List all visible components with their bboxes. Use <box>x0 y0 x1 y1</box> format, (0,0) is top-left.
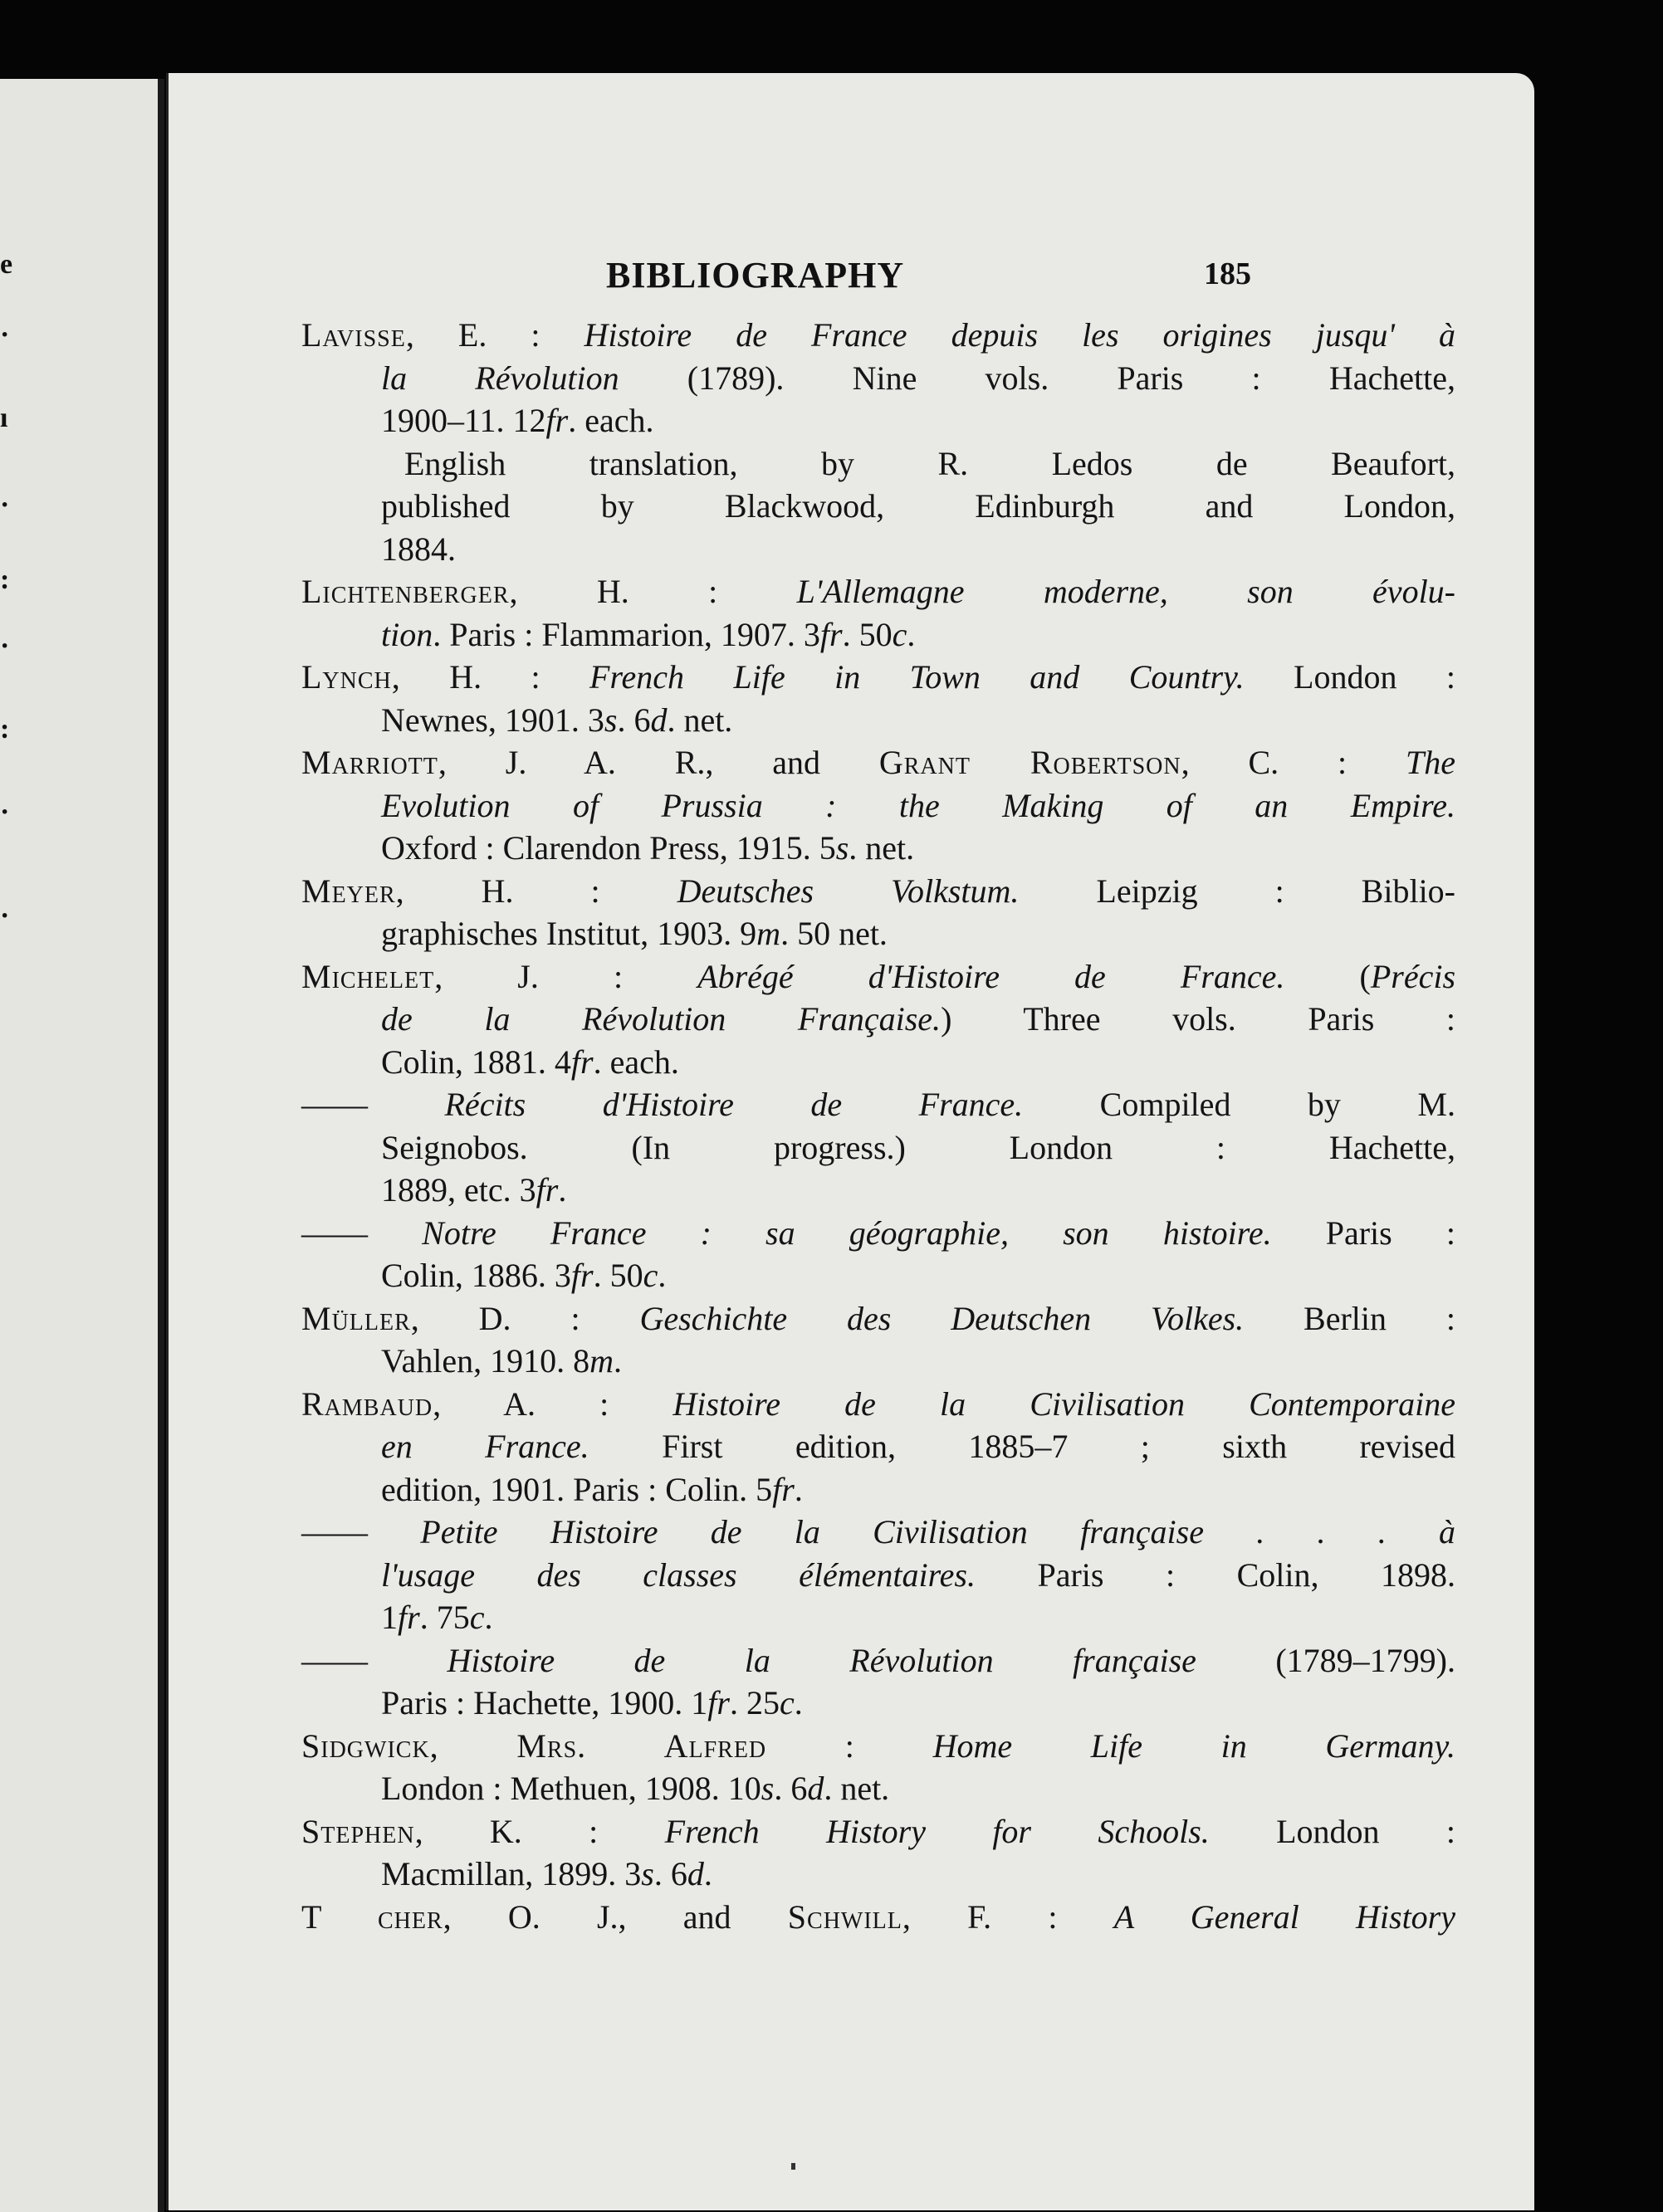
italic-title-text: de la Révolution Française. <box>381 1000 942 1038</box>
italic-title-text: Histoire de la Civilisation Contemporaine <box>673 1384 1455 1423</box>
italic-title-text: s <box>604 701 618 739</box>
italic-title-text: Deutsches Volkstum. <box>677 872 1020 910</box>
bibliography-line <box>301 442 1455 486</box>
citation-text: , O. J., and <box>443 1897 788 1936</box>
bibliography-line <box>301 357 1455 400</box>
italic-title-text: en France. <box>381 1428 589 1465</box>
citation-text: , H. : <box>509 573 797 610</box>
line-text <box>301 1813 1455 1850</box>
line-text <box>301 1898 1455 1936</box>
bibliography-line <box>301 1254 1455 1297</box>
citation-text: ( <box>1284 957 1371 995</box>
citation-text: , D. : <box>410 1299 640 1337</box>
author-name: Stephen <box>301 1812 415 1850</box>
italic-title-text: fr <box>570 1257 594 1294</box>
line-text <box>301 744 1455 781</box>
edge-fragment: · <box>0 797 10 828</box>
line-text <box>381 402 653 439</box>
italic-title-text: fr <box>819 615 843 653</box>
citation-text: Oxford : Clarendon Press, 1915. 5 <box>381 829 836 867</box>
citation-text: —— <box>301 1086 445 1123</box>
bibliography-line <box>301 1596 1455 1639</box>
citation-text: Vahlen, 1910. 8 <box>381 1342 590 1379</box>
line-text <box>381 829 914 867</box>
author-name: cher <box>377 1897 443 1936</box>
bibliography-line <box>301 1810 1455 1853</box>
citation-text: Colin, 1881. 4 <box>381 1043 571 1081</box>
line-text <box>381 1471 803 1508</box>
previous-page-edge <box>0 79 164 2212</box>
italic-title-text: c <box>779 1684 795 1721</box>
citation-text: London : <box>1244 658 1455 696</box>
citation-text: . <box>794 1470 803 1508</box>
line-text <box>301 872 1455 910</box>
bibliography-line <box>301 528 1455 571</box>
citation-text: —— <box>301 1213 423 1252</box>
citation-text: . <box>558 1171 567 1209</box>
italic-title-text: d <box>807 1770 824 1807</box>
italic-title-text: d <box>687 1855 704 1892</box>
citation-text: , H. : <box>391 658 590 696</box>
author-name: Sidgwick <box>301 1726 430 1765</box>
italic-title-text: French Life in Town and Country. <box>589 658 1245 696</box>
line-text <box>404 445 1455 482</box>
line-text <box>301 958 1455 995</box>
citation-text: , <box>429 1726 517 1765</box>
line-text <box>381 359 1455 397</box>
edge-fragment: : <box>0 564 10 595</box>
italic-title-text: c <box>469 1599 485 1636</box>
italic-title-text: Evolution of Prussia : the Making of an Empire. <box>381 786 1455 824</box>
citation-text: , C. : <box>1181 744 1406 781</box>
bibliography-line <box>301 1554 1455 1597</box>
citation-text: —— <box>301 1513 421 1550</box>
line-text <box>301 1727 1455 1765</box>
citation-text: published by Blackwood, Edinburgh and London, <box>381 487 1455 525</box>
line-text <box>301 1513 1455 1550</box>
citation-text: . each. <box>568 402 654 439</box>
citation-text: : <box>766 1726 933 1765</box>
citation-text: 1900–11. 12 <box>381 402 546 439</box>
line-text <box>381 1129 1455 1166</box>
italic-title-text: fr <box>545 402 569 439</box>
bibliography-line <box>301 784 1455 828</box>
bibliography-line <box>301 1725 1455 1768</box>
author-name: Lavisse <box>301 316 406 354</box>
citation-text: London : <box>1209 1812 1456 1850</box>
scan-speck <box>791 2163 795 2170</box>
line-text <box>381 530 456 568</box>
italic-title-text: Récits d'Histoire de France. <box>444 1086 1024 1123</box>
bibliography-line <box>301 1425 1455 1468</box>
citation-text: Berlin : <box>1244 1299 1456 1337</box>
italic-title-text: c <box>643 1257 658 1294</box>
bibliography-line <box>301 870 1455 913</box>
citation-text: Macmillan, 1899. 3 <box>381 1855 642 1892</box>
citation-text: , K. : <box>414 1812 665 1850</box>
bibliography-line <box>301 741 1455 784</box>
citation-text: Newnes, 1901. 3 <box>381 701 604 739</box>
line-text <box>301 316 1455 354</box>
italic-title-text: fr <box>772 1470 795 1508</box>
citation-text: 1889, etc. 3 <box>381 1171 536 1209</box>
author-name: Michelet <box>301 957 435 995</box>
citation-text: . <box>703 1855 712 1892</box>
author-name: Rambaud <box>301 1384 433 1423</box>
line-text <box>381 1000 1455 1038</box>
bibliography-line <box>301 613 1455 657</box>
bibliography-line <box>301 1767 1455 1810</box>
citation-text: Seignobos. (In progress.) London : Hachette, <box>381 1128 1455 1166</box>
bibliography-line <box>301 1297 1455 1340</box>
citation-text: —— <box>301 1641 448 1679</box>
author-name: Mrs. Alfred <box>516 1726 767 1765</box>
line-text <box>301 1086 1455 1123</box>
author-name: Meyer <box>301 872 396 910</box>
citation-text: Leipzig : Biblio- <box>1019 872 1456 910</box>
italic-title-text: A General History <box>1113 1897 1455 1936</box>
bibliography-line <box>301 1639 1455 1682</box>
citation-text: Colin, 1886. 3 <box>381 1257 571 1294</box>
citation-text: 1884. <box>381 530 456 568</box>
citation-text: edition, 1901. Paris : Colin. 5 <box>381 1470 773 1508</box>
citation-text: , E. : <box>405 316 584 354</box>
line-text <box>381 1257 666 1294</box>
author-name: Marriott <box>301 744 438 781</box>
citation-text: , J. : <box>434 957 698 995</box>
bibliography-line <box>301 1041 1455 1084</box>
citation-text: , J. A. R., and <box>438 744 879 781</box>
italic-title-text: fr <box>570 1043 594 1081</box>
citation-text: (1789). Nine vols. Paris : Hachette, <box>619 359 1455 397</box>
bibliography-line <box>301 1340 1455 1383</box>
citation-text: ) Three vols. Paris : <box>941 1000 1456 1038</box>
italic-title-text: fr <box>536 1171 559 1209</box>
italic-title-text: fr <box>707 1684 730 1721</box>
line-text <box>381 1855 712 1892</box>
citation-text: . 50 <box>593 1257 643 1294</box>
running-head <box>166 254 1534 312</box>
italic-title-text: s <box>641 1855 654 1892</box>
citation-text: Paris : Colin, 1898. <box>976 1555 1455 1594</box>
bibliography-line <box>301 998 1455 1041</box>
citation-text: . 50 net. <box>780 915 888 952</box>
bibliography-line <box>301 1126 1455 1169</box>
citation-text: . 25 <box>729 1684 780 1721</box>
citation-text: Compiled by M. <box>1023 1086 1455 1123</box>
citation-text: graphisches Institut, 1903. 9 <box>381 915 757 952</box>
running-title: BIBLIOGRAPHY <box>606 255 905 295</box>
italic-title-text: Geschichte des Deutschen Volkes. <box>639 1299 1245 1337</box>
bibliography-line <box>301 570 1455 613</box>
citation-text: 1 <box>381 1599 398 1636</box>
author-name: Grant Robertson <box>878 744 1181 781</box>
line-text <box>301 1214 1455 1252</box>
citation-text: . net. <box>849 829 915 867</box>
italic-title-text: la Révolution <box>381 359 619 397</box>
line-text <box>301 573 1455 610</box>
citation-text: . 75 <box>419 1599 470 1636</box>
author-name: Lichtenberger <box>301 573 510 610</box>
citation-text: English translation, by R. Ledos de Beaufort, <box>404 444 1455 482</box>
bibliography-line <box>301 1853 1455 1896</box>
line-text <box>381 1770 889 1807</box>
bibliography-line <box>301 656 1455 699</box>
bibliography-line <box>301 1169 1455 1212</box>
edge-fragment: · <box>0 320 10 350</box>
citation-text: . net. <box>667 701 733 739</box>
line-text <box>301 1385 1455 1423</box>
italic-title-text: Histoire de la Révolution française <box>447 1641 1196 1679</box>
italic-title-text: m <box>589 1342 614 1379</box>
line-text <box>381 1599 492 1636</box>
italic-title-text: m <box>756 915 781 952</box>
citation-text: Paris : Hachette, 1900. 1 <box>381 1684 708 1721</box>
bibliography-line <box>301 827 1455 870</box>
italic-title-text: s <box>761 1770 775 1807</box>
italic-title-text: fr <box>398 1599 420 1636</box>
line-text <box>381 1342 622 1379</box>
citation-text: , H. : <box>395 872 677 910</box>
author-name: Müller <box>301 1299 411 1337</box>
italic-title-text: c <box>892 615 907 653</box>
bibliography-line <box>301 1511 1455 1554</box>
italic-title-text: d <box>650 701 668 739</box>
citation-text: . net. <box>824 1770 890 1807</box>
citation-text: . 6 <box>617 701 651 739</box>
citation-text: First edition, 1885–7 ; sixth revised <box>589 1428 1455 1465</box>
edge-fragment: e <box>0 249 13 280</box>
line-text <box>381 616 915 653</box>
line-text <box>381 1428 1455 1465</box>
italic-title-text: L'Allemagne moderne, son évolu- <box>796 573 1455 610</box>
line-text <box>301 1300 1455 1337</box>
line-text <box>381 1556 1455 1594</box>
italic-title-text: l'usage des classes élémentaires. <box>381 1555 976 1594</box>
bibliography-line <box>301 1682 1455 1725</box>
line-text <box>301 1642 1455 1679</box>
line-text <box>381 701 732 739</box>
line-text <box>301 658 1455 696</box>
citation-text: . 50 <box>842 615 893 653</box>
line-text <box>381 1684 803 1721</box>
bibliography-line <box>301 955 1455 999</box>
italic-title-text: Abrégé d'Histoire de France. <box>697 957 1285 995</box>
line-text <box>381 1171 566 1209</box>
citation-text: . <box>658 1257 667 1294</box>
line-text <box>381 915 888 952</box>
citation-text: . Paris : Flammarion, 1907. 3 <box>433 615 820 653</box>
italic-title-text: Petite Histoire de la Civilisation française . . . à <box>420 1513 1456 1550</box>
bibliography-line <box>301 485 1455 528</box>
bibliography-line <box>301 399 1455 442</box>
citation-text: Paris : <box>1271 1213 1455 1252</box>
line-text <box>381 1043 679 1081</box>
edge-fragment: ı <box>0 403 8 433</box>
italic-title-text: s <box>835 829 849 867</box>
citation-text: , A. : <box>433 1384 673 1423</box>
bibliography-list <box>301 314 1455 1938</box>
italic-title-text: Home Life in Germany. <box>932 1726 1456 1765</box>
author-name: Lynch <box>301 658 392 696</box>
citation-text: . <box>794 1684 803 1721</box>
citation-text: . <box>907 615 916 653</box>
bibliography-line <box>301 912 1455 955</box>
italic-title-text: Histoire de France depuis les origines jusqu' à <box>584 316 1456 354</box>
edge-fragment: · <box>0 901 10 931</box>
citation-text: . <box>613 1342 622 1379</box>
author-name: Schwill <box>787 1897 902 1936</box>
bibliography-line <box>301 1468 1455 1511</box>
citation-text: . 6 <box>774 1770 808 1807</box>
citation-text: . each. <box>593 1043 679 1081</box>
citation-text: London : Methuen, 1908. 10 <box>381 1770 761 1807</box>
italic-title-text: Notre France : sa géographie, son histoire. <box>422 1213 1272 1252</box>
bibliography-line <box>301 314 1455 357</box>
citation-text: . 6 <box>653 1855 687 1892</box>
bibliography-line <box>301 1212 1455 1255</box>
page-number: 185 <box>1204 256 1251 291</box>
bibliography-line <box>301 699 1455 742</box>
citation-text: , F. : <box>902 1897 1114 1936</box>
edge-fragment: : <box>0 714 10 745</box>
edge-fragment: · <box>0 631 10 662</box>
citation-text: T <box>301 1897 378 1936</box>
italic-title-text: tion <box>381 615 433 653</box>
bibliography-line <box>301 1896 1455 1939</box>
italic-title-text: French History for Schools. <box>664 1812 1210 1850</box>
line-text <box>381 487 1455 525</box>
italic-title-text: Précis <box>1370 957 1456 995</box>
bibliography-line <box>301 1383 1455 1426</box>
bibliography-line <box>301 1083 1455 1126</box>
citation-text: . <box>484 1599 493 1636</box>
scanned-page <box>166 73 1534 2210</box>
edge-fragment: · <box>0 490 10 520</box>
citation-text: (1789–1799). <box>1196 1641 1455 1679</box>
line-text <box>381 787 1455 824</box>
italic-title-text: The <box>1406 744 1455 781</box>
